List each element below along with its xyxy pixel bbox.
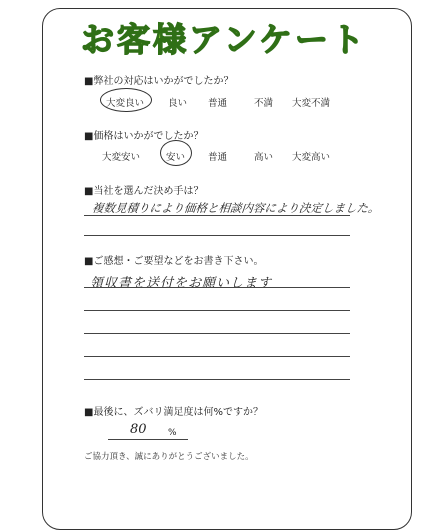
service-option-very-good[interactable]: 大変良い xyxy=(106,98,145,109)
service-option-very-unsatisfied[interactable]: 大変不満 xyxy=(292,98,331,109)
satisfaction-line xyxy=(108,439,188,440)
selected-answer-circle xyxy=(100,88,152,112)
answer-line xyxy=(84,287,350,288)
price-option-expensive[interactable]: 高い xyxy=(254,152,274,163)
service-option-good[interactable]: 良い xyxy=(168,98,188,109)
question-deciding-factor: ■当社を選んだ決め手は？ xyxy=(84,186,204,197)
price-option-very-cheap[interactable]: 大変安い xyxy=(102,152,141,163)
question-service: ■弊社の対応はいかがでしたか？ xyxy=(84,76,234,87)
selected-answer-circle xyxy=(160,140,192,166)
answer-line xyxy=(84,333,350,334)
service-option-unsatisfied[interactable]: 不満 xyxy=(254,98,274,109)
answer-line xyxy=(84,356,350,357)
question-satisfaction: ■最後に、ズバリ満足度は何%ですか？ xyxy=(84,407,263,418)
question-price: ■価格はいかがでしたか？ xyxy=(84,131,204,142)
answer-line xyxy=(84,235,350,236)
thank-you-note: ご協力頂き、誠にありがとうございました。 xyxy=(84,452,254,462)
satisfaction-value: 80 xyxy=(130,422,147,437)
satisfaction-unit: % xyxy=(168,428,177,438)
deciding-factor-answer: 複数見積りにより価格と相談内容により決定しました。 xyxy=(91,201,381,215)
price-option-normal[interactable]: 普通 xyxy=(208,152,228,163)
answer-line xyxy=(84,310,350,311)
price-option-very-expensive[interactable]: 大変高い xyxy=(292,152,331,163)
question-comments: ■ご感想・ご要望などをお書き下さい。 xyxy=(84,256,264,267)
comments-answer: 領収書を送付をお願いします xyxy=(90,276,273,291)
answer-line xyxy=(84,379,350,380)
answer-line xyxy=(84,215,350,216)
service-option-normal[interactable]: 普通 xyxy=(208,98,228,109)
price-option-cheap[interactable]: 安い xyxy=(166,152,186,163)
survey-title: お客様アンケート xyxy=(80,20,368,59)
